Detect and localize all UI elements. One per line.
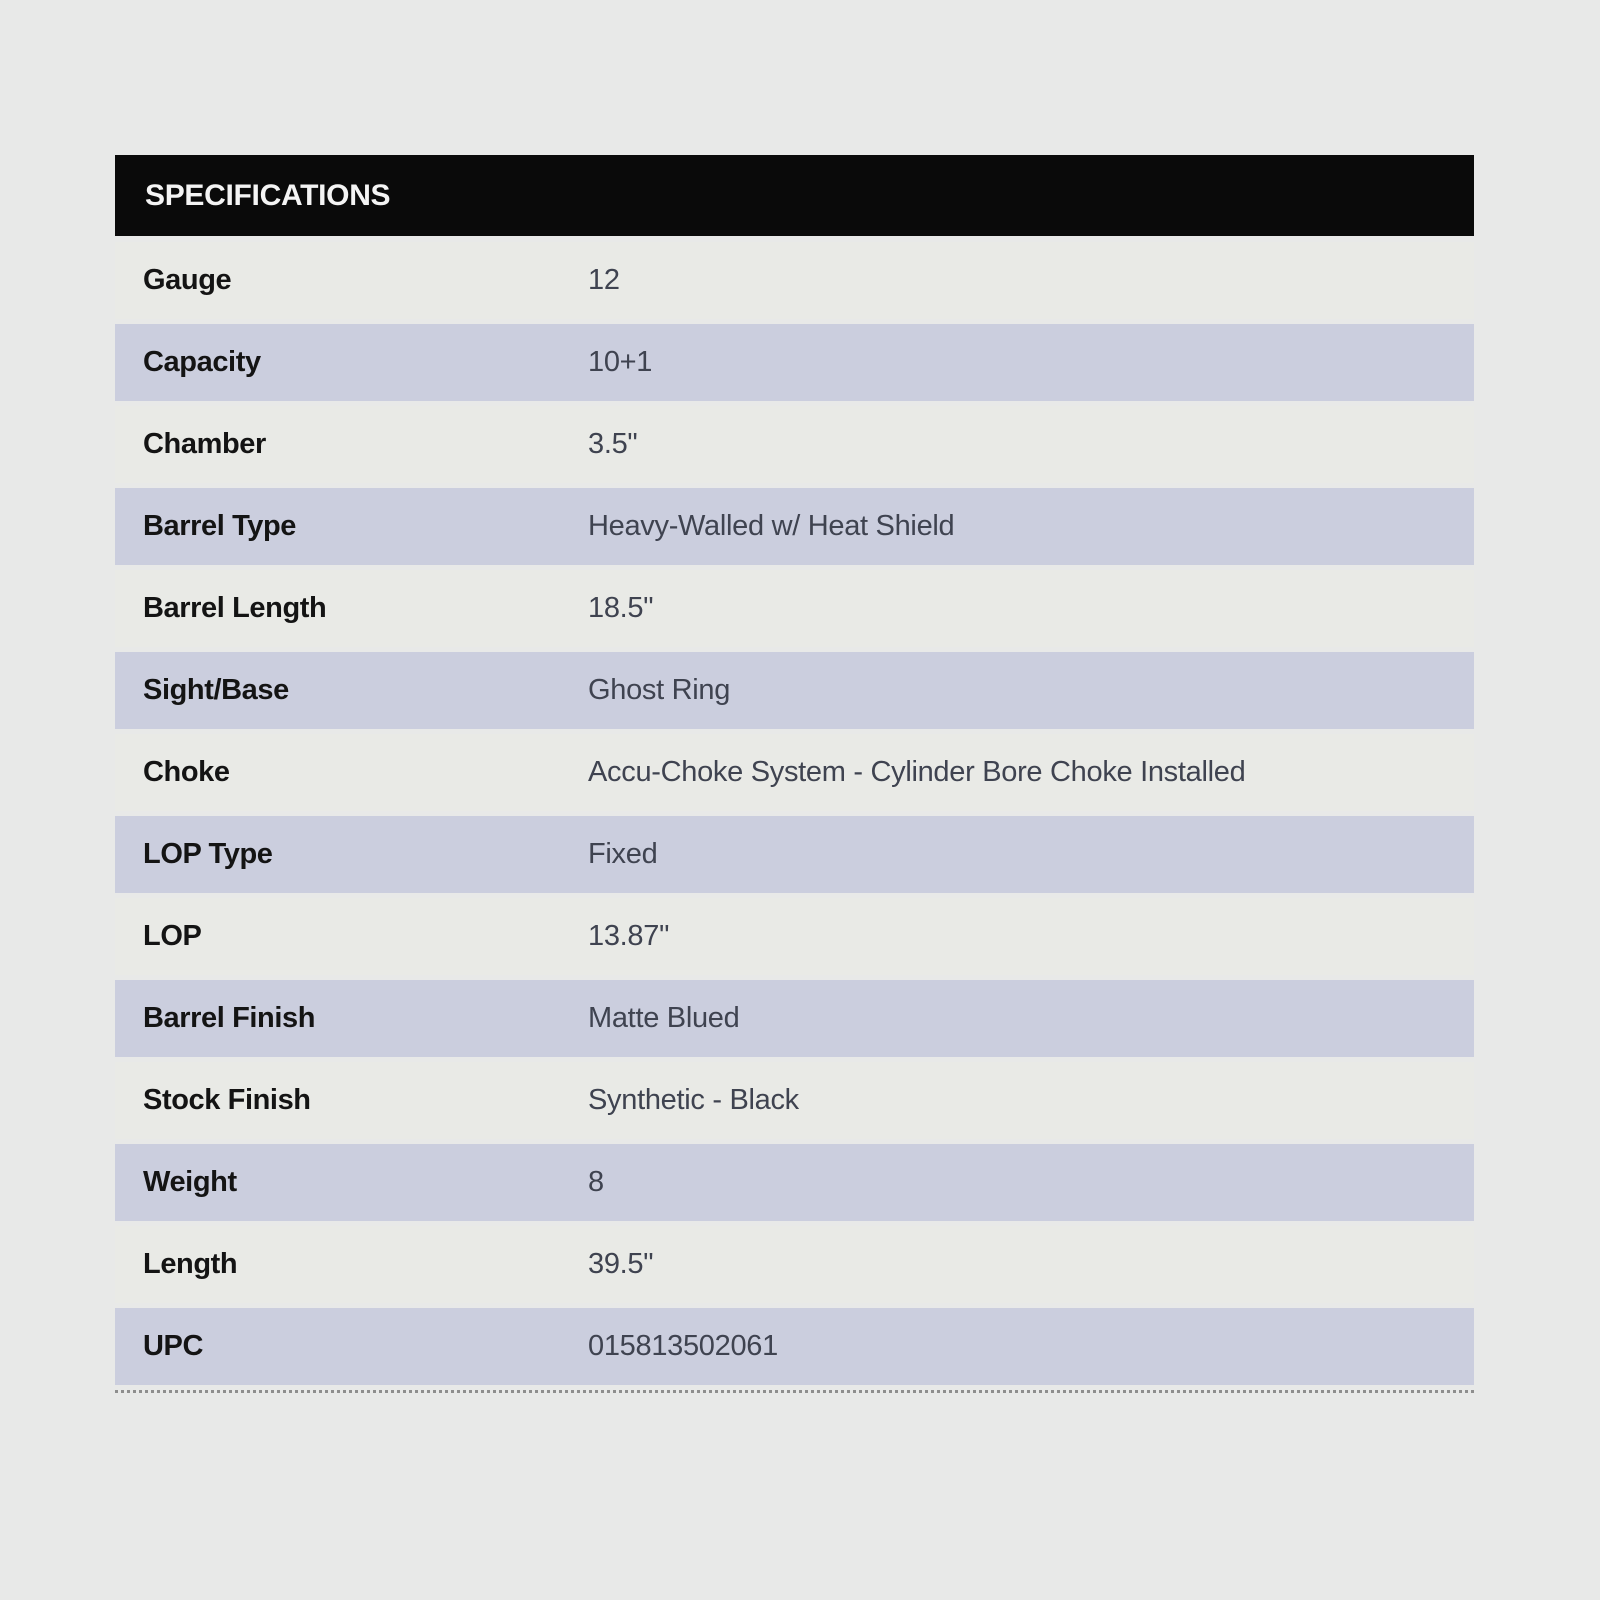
spec-row-sight-base xyxy=(115,652,1474,729)
specifications-title: SPECIFICATIONS xyxy=(145,178,391,212)
spec-row-chamber xyxy=(115,406,1474,483)
spec-row-lop-type xyxy=(115,816,1474,893)
spec-row-barrel-length xyxy=(115,570,1474,647)
specifications-table xyxy=(115,155,1474,1393)
spec-label: Stock Finish xyxy=(143,1084,311,1116)
spec-value: 3.5" xyxy=(588,428,638,460)
spec-value: 015813502061 xyxy=(588,1330,778,1362)
spec-label: Weight xyxy=(143,1166,237,1198)
spec-value: Heavy-Walled w/ Heat Shield xyxy=(588,510,955,542)
spec-label: Choke xyxy=(143,756,230,788)
spec-row-length xyxy=(115,1226,1474,1303)
spec-label: Sight/Base xyxy=(143,674,289,706)
dotted-divider xyxy=(115,1390,1474,1393)
spec-value: Accu-Choke System - Cylinder Bore Choke Installed xyxy=(588,756,1246,788)
spec-row-upc xyxy=(115,1308,1474,1385)
spec-label: Chamber xyxy=(143,428,266,460)
spec-label: Capacity xyxy=(143,346,261,378)
spec-row-weight xyxy=(115,1144,1474,1221)
spec-row-barrel-finish xyxy=(115,980,1474,1057)
spec-row-gauge xyxy=(115,242,1474,319)
spec-label: Barrel Finish xyxy=(143,1002,316,1034)
spec-label: Barrel Length xyxy=(143,592,327,624)
spec-label: Length xyxy=(143,1248,238,1280)
spec-value: Synthetic - Black xyxy=(588,1084,799,1116)
spec-label: LOP xyxy=(143,920,202,952)
spec-value: 8 xyxy=(588,1166,604,1198)
spec-row-stock-finish xyxy=(115,1062,1474,1139)
spec-value: Matte Blued xyxy=(588,1002,740,1034)
spec-row-barrel-type xyxy=(115,488,1474,565)
spec-row-capacity xyxy=(115,324,1474,401)
spec-label: Barrel Type xyxy=(143,510,297,542)
spec-value: 18.5" xyxy=(588,592,654,624)
spec-value: 10+1 xyxy=(588,346,653,378)
specifications-header xyxy=(115,155,1474,236)
spec-value: 12 xyxy=(588,264,620,296)
spec-label: Gauge xyxy=(143,264,232,296)
spec-label: UPC xyxy=(143,1330,204,1362)
spec-value: 39.5" xyxy=(588,1248,654,1280)
spec-value: Ghost Ring xyxy=(588,674,731,706)
spec-value: 13.87" xyxy=(588,920,670,952)
spec-row-choke xyxy=(115,734,1474,811)
spec-row-lop xyxy=(115,898,1474,975)
spec-label: LOP Type xyxy=(143,838,273,870)
spec-value: Fixed xyxy=(588,838,658,870)
